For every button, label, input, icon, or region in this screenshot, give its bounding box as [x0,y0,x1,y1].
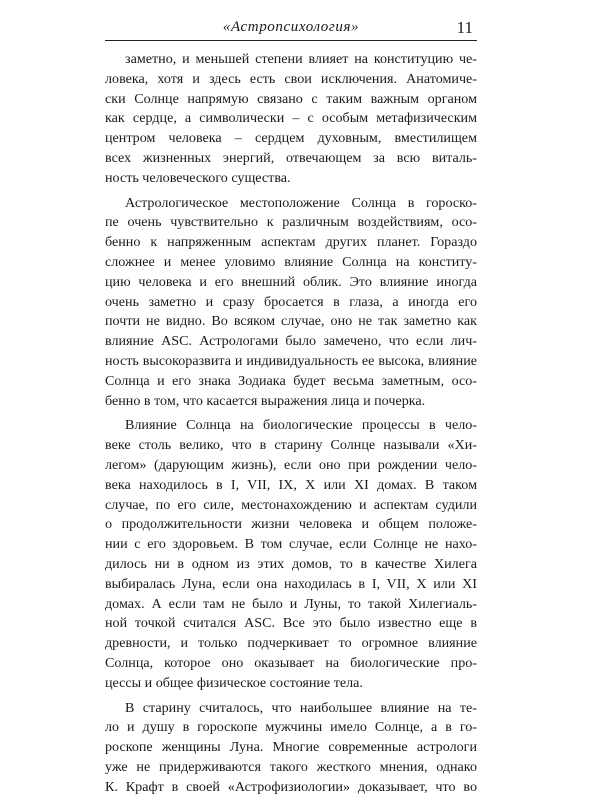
text-line: центром человека – сердцем духовным, вместилищем [105,130,477,147]
text-line: всех жизненных энергий, отвечающем за всю виталь- [105,149,477,166]
text-line: древности, и только подчеркивает то огромное влияние [105,635,477,652]
text-line: ловека, хотя и здесь есть свои исключения. Анатомиче- [105,70,477,87]
running-title: «Астропсихология» [222,19,360,35]
text-line: ски Солнце напрямую связано с таким важным органом [105,90,477,107]
text-line: пе очень чувствительно к различным воздействиям, осо- [105,214,477,231]
text-line: бенно в том, что касается выражения лица и почерка. [105,392,426,409]
text-line: влияние ASC. Астрологами было замечено, что если лич- [105,333,477,350]
text-line: ность высокоразвита и индивидуальность ее высока, влияние [105,352,477,369]
running-head [105,18,477,41]
text-line: ло и душу в гороскопе мужчины имело Солнце, а в го- [105,719,477,736]
text-line: бенно к напряженным аспектам других планет. Гораздо [105,234,477,251]
text-line: веке столь велико, что в старину Солнце называли «Хи- [105,437,477,454]
text-line: К. Крафт в своей «Астрофизиологии» доказывает, что во [105,778,477,795]
text-line: Солнца, которое оно оказывает на биологические про- [105,654,477,671]
text-line: легом» (дарующим жизнь), если оно при рождении чело- [105,456,477,473]
text-line: цессы и общее физическое состояние тела. [105,674,363,691]
text-line: почти не видно. Во всяком случае, оно не так заметно как [105,313,477,330]
text-line: Астрологическое местоположение Солнца в гороско- [125,194,477,211]
paragraph [105,50,477,189]
text-line: выбиралась Луна, если она находилась в I, VII, X или XI [105,575,477,592]
paragraph [105,699,477,798]
text-line: о продолжительности жизни человека и общем положе- [105,516,477,533]
text-line: ность человеческого существа. [105,169,291,186]
text-line: очень заметно и сразу бросается в глаза, а иногда его [105,293,477,310]
paragraph [105,416,477,693]
text-line: Влияние Солнца на биологические процессы в чело- [125,417,477,434]
text-line: сложнее и менее уловимо влияние Солнца на конститу- [105,253,477,270]
page-number: 11 [456,18,473,37]
text-line: роскопе женщины Луна. Многие современные астрологи [105,739,477,756]
text-line: В старину считалось, что наибольшее влияние на те- [125,699,477,716]
body-text [105,50,477,802]
text-line: заметно, и меньшей степени влияет на конституцию че- [125,51,477,67]
text-line: Солнца и его знака Зодиака будет весьма заметным, осо- [105,372,477,389]
text-line: нии с его здоровьем. В том случае, если Солнце не нахо- [105,536,477,553]
text-line: ной точкой считался ASC. Все это было известно еще в [105,615,477,632]
text-line: уже не придерживаются такого жесткого мнения, однако [105,758,477,775]
text-line: дилось ни в одном из этих домов, то в качестве Хилега [105,555,477,572]
text-line: цию человека и его внешний облик. Это влияние иногда [105,273,477,290]
text-line: как сердце, а символически – с особым метафизическим [105,110,477,127]
text-line: случае, по его силе, местонахождению и аспектам судили [105,496,477,513]
paragraph [105,194,477,412]
text-line: домах. А если там не было и Луны, то такой Хилегиаль- [105,595,477,612]
text-line: века находилось в I, VII, IX, X или XI домах. В таком [105,476,477,493]
